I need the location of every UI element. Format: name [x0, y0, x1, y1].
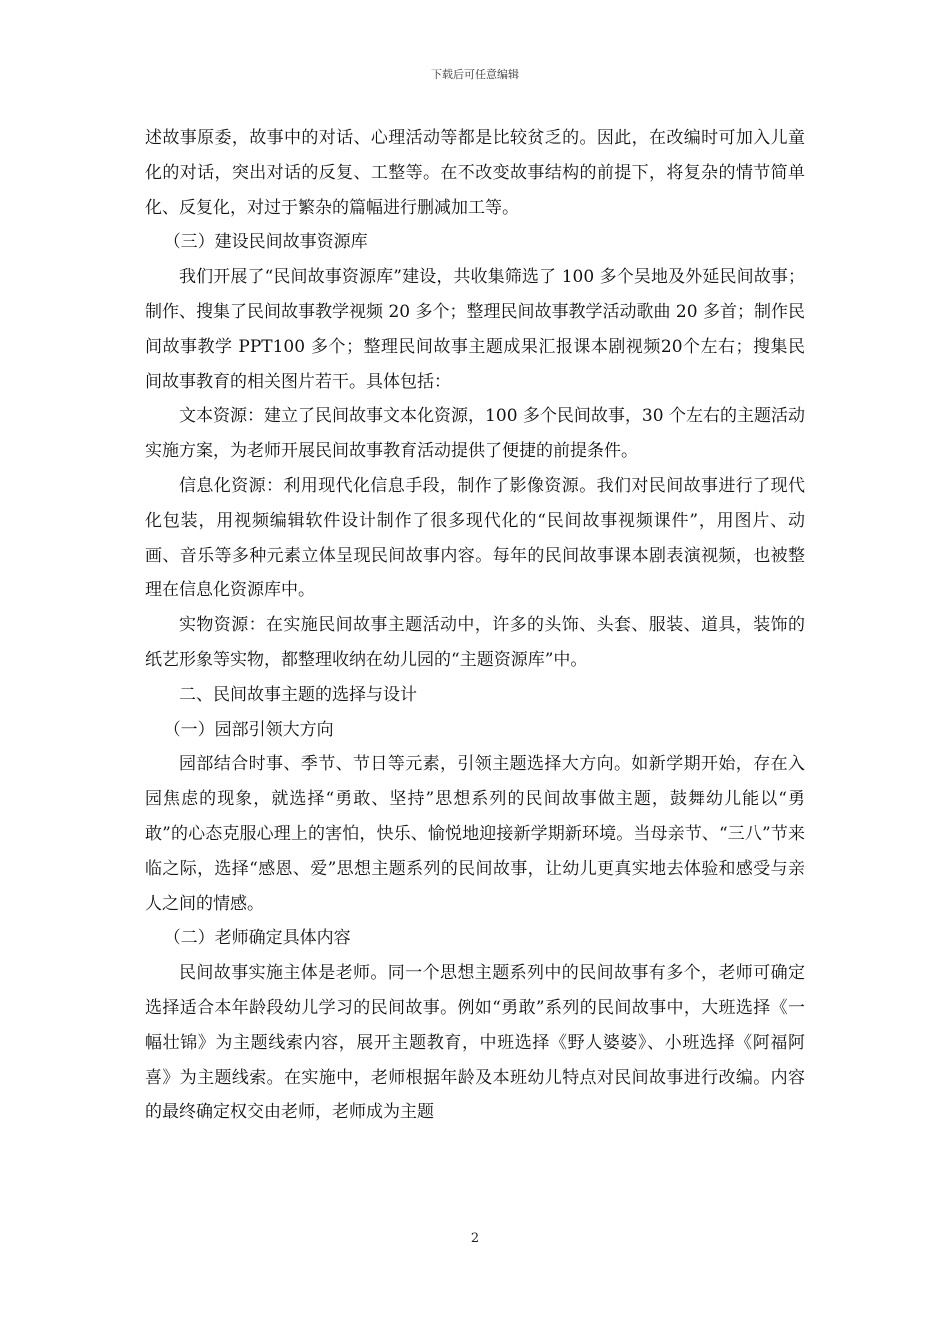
page-number: 2 [470, 1231, 480, 1246]
paragraph-digital-resources: 信息化资源：利用现代化信息手段，制作了影像资源。我们对民间故事进行了现代化包装，用视频编辑软件设计制作了很多现代化的“民间故事视频课件”，用图片、动画、音乐等多种元素立体呈现民间故事内容。每年的民间故事课本剧表演视频，也被整理在信息化资源库中。 [145, 475, 805, 601]
paragraph-teacher-content: 民间故事实施主体是老师。同一个思想主题系列中的民间故事有多个，老师可确定选择适合本年龄段幼儿学习的民间故事。例如“勇敢”系列的民间故事中，大班选择《一幅壮锦》为主题线索内容，展开主题教育，中班选择《野人婆婆》、小班选择《阿福阿喜》为主题线索。在实施中，老师根据年龄及本班幼儿特点对民间故事进行改编。内容的最终确定权交由老师，老师成为主题 [145, 963, 805, 1123]
subsection-heading-1: （一）园部引领大方向 [163, 719, 334, 740]
subsection-heading-2: （二）老师确定具体内容 [163, 928, 351, 949]
page-header: 下载后可任意编辑 [431, 68, 519, 81]
paragraph-continuation: 述故事原委，故事中的对话、心理活动等都是比较贫乏的。因此，在改编时可加入儿童化的对话，突出对话的反复、工整等。在不改变故事结构的前提下，将复杂的情节简单化、反复化，对过于繁杂的篇幅进行删减加工等。 [145, 128, 805, 218]
section-heading-3: （三）建设民间故事资源库 [163, 232, 368, 253]
paragraph-direction: 园部结合时事、季节、节日等元素，引领主题选择大方向。如新学期开始，存在入园焦虑的现象，就选择“勇敢、坚持”思想系列的民间故事做主题，鼓舞幼儿能以“勇敢”的心态克服心理上的害怕，快乐、愉悦地迎接新学期新环境。当母亲节、“三八”节来临之际，选择“感恩、爱”思想主题系列的民间故事，让幼儿更真实地去体验和感受与亲人之间的情感。 [145, 754, 805, 914]
document-body [145, 121, 805, 1130]
paragraph-text-resources: 文本资源：建立了民间故事文本化资源，100 多个民间故事，30 个左右的主题活动实施方案，为老师开展民间故事教育活动提供了便捷的前提条件。 [145, 406, 805, 462]
section-heading-2: 二、民间故事主题的选择与设计 [179, 684, 417, 705]
paragraph-resource-library: 我们开展了“民间故事资源库”建设，共收集筛选了 100 多个吴地及外延民间故事；制作、搜集了民间故事教学视频 20 多个；整理民间故事教学活动歌曲 20 多首；制作民间故事教学 PPT100 多个；整理民间故事主题成果汇报课本剧视频20个左右；搜集民间故事教育的相关图片若干。具体包括： [145, 267, 805, 392]
paragraph-physical-resources: 实物资源：在实施民间故事主题活动中，许多的头饰、头套、服装、道具，装饰的纸艺形象等实物，都整理收纳在幼儿园的“主题资源库”中。 [145, 615, 805, 670]
